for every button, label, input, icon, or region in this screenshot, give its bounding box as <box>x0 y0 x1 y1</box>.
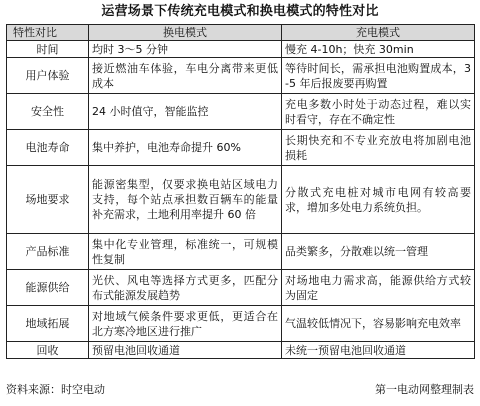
table-row <box>7 234 475 270</box>
table-row <box>7 306 475 342</box>
charge-mode-cell: 气温较低情况下，容易影响充电效率 <box>282 306 475 342</box>
charge-mode-cell: 分散式充电桩对城市电网有较高要求，增加多处电力系统负担。 <box>282 166 475 234</box>
comparison-table <box>6 24 475 359</box>
swap-mode-cell: 对地域气候条件要求更低，更适合在北方寒冷地区进行推广 <box>89 306 282 342</box>
table-row <box>7 41 475 58</box>
row-aspect-label: 电池寿命 <box>7 130 89 166</box>
row-aspect-label: 回收 <box>7 342 89 359</box>
table-row <box>7 58 475 94</box>
charge-mode-cell: 长期快充和不专业充放电将加剧电池损耗 <box>282 130 475 166</box>
charge-mode-cell: 品类繁多，分散难以统一管理 <box>282 234 475 270</box>
charge-mode-cell: 未统一预留电池回收通道 <box>282 342 475 359</box>
swap-mode-cell: 集中养护，电池寿命提升 60% <box>89 130 282 166</box>
row-aspect-label: 安全性 <box>7 94 89 130</box>
charge-mode-cell: 对场地电力需求高，能源供给方式较为固定 <box>282 270 475 306</box>
swap-mode-cell: 能源密集型，仅要求换电站区域电力支持，每个站点承担数百辆车的能量补充需求，土地利用率提升 60 倍 <box>89 166 282 234</box>
table-row <box>7 342 475 359</box>
table-title: 运营场景下传统充电模式和换电模式的特性对比 <box>101 4 379 19</box>
swap-mode-cell: 均时 3～5 分钟 <box>89 41 282 58</box>
swap-mode-cell: 24 小时值守，智能监控 <box>89 94 282 130</box>
charge-mode-cell: 慢充 4-10h；快充 30min <box>282 41 475 58</box>
table-header-row <box>7 25 475 41</box>
row-aspect-label: 地域拓展 <box>7 306 89 342</box>
row-aspect-label: 场地要求 <box>7 166 89 234</box>
row-aspect-label: 用户体验 <box>7 58 89 94</box>
table-row <box>7 270 475 306</box>
row-aspect-label: 时间 <box>7 41 89 58</box>
row-aspect-label: 产品标准 <box>7 234 89 270</box>
table-row <box>7 166 475 234</box>
charge-mode-cell: 充电多数小时处于动态过程，难以实时看守，存在不确定性 <box>282 94 475 130</box>
table-row <box>7 130 475 166</box>
column-header-swap: 换电模式 <box>89 25 282 41</box>
column-header-charge: 充电模式 <box>282 25 475 41</box>
swap-mode-cell: 预留电池回收通道 <box>89 342 282 359</box>
table-footer <box>6 382 474 398</box>
table-row <box>7 94 475 130</box>
row-aspect-label: 能源供给 <box>7 270 89 306</box>
swap-mode-cell: 接近燃油车体验，车电分离带来更低成本 <box>89 58 282 94</box>
column-header-aspect: 特性对比 <box>7 25 89 41</box>
swap-mode-cell: 光伏、风电等选择方式更多，匹配分布式能源发展趋势 <box>89 270 282 306</box>
charge-mode-cell: 等待时间长，需承担电池购置成本，3-5 年后报废要再购置 <box>282 58 475 94</box>
swap-mode-cell: 集中化专业管理，标准统一，可规模性复制 <box>89 234 282 270</box>
compiler-note: 第一电动网整理制表 <box>375 383 474 396</box>
source-note: 资料来源：时空电动 <box>6 383 105 396</box>
